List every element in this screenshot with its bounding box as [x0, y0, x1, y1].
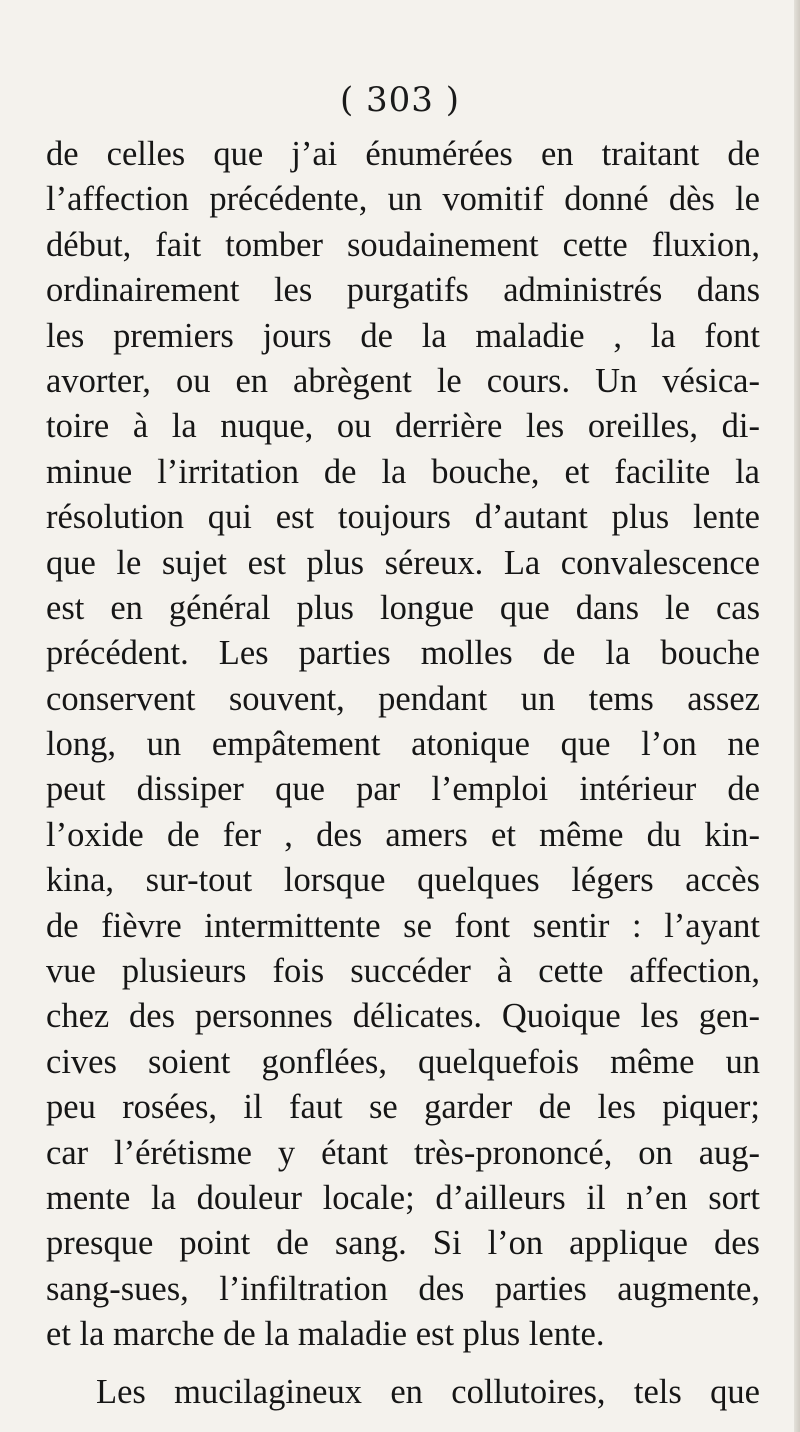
text-line: de celles que j’ai énumérées en traitant de	[46, 135, 760, 173]
paragraph	[46, 1370, 760, 1415]
text-line: l’oxide de fer , des amers et même du kin-	[46, 815, 760, 854]
text-line: les premiers jours de la maladie , la font	[46, 316, 760, 355]
text-line: car l’érétisme y étant très-prononcé, on aug-	[46, 1133, 760, 1172]
page-text-block	[46, 132, 760, 1415]
text-line: Les mucilagineux en collutoires, tels que	[96, 1372, 760, 1411]
page-number: ( 303 )	[339, 80, 461, 120]
text-line: chez des personnes délicates. Quoique les gen-	[46, 997, 760, 1036]
text-line: que le sujet est plus séreux. La convalescence	[46, 543, 760, 582]
text-line: avorter, ou en abrègent le cours. Un vésica-	[46, 361, 760, 400]
text-line: conservent souvent, pendant un tems assez	[46, 679, 760, 718]
text-line: vue plusieurs fois succéder à cette affection,	[46, 952, 760, 991]
text-line: cives soient gonflées, quelquefois même un	[46, 1042, 760, 1081]
text-line: est en général plus longue que dans le cas	[46, 588, 760, 627]
text-line: résolution qui est toujours d’autant plus lente	[46, 498, 760, 537]
paragraph-gap	[46, 1358, 760, 1370]
text-line: sang-sues, l’infiltration des parties augmente,	[46, 1269, 760, 1308]
page-edge-shadow	[794, 0, 800, 1432]
text-line: ordinairement les purgatifs administrés dans	[46, 271, 760, 310]
text-line: peut dissiper que par l’emploi intérieur de	[46, 770, 760, 809]
text-line: toire à la nuque, ou derrière les oreilles, di-	[46, 407, 760, 446]
text-line: minue l’irritation de la bouche, et facilite la	[46, 452, 760, 491]
text-line: kina, sur-tout lorsque quelques légers accès	[46, 861, 760, 900]
text-line: début, fait tomber soudainement cette fluxion,	[46, 225, 760, 264]
text-line: mente la douleur locale; d’ailleurs il n’en sort	[46, 1178, 760, 1217]
text-line: et la marche de la maladie est plus lente.	[46, 1315, 605, 1354]
text-line: précédent. Les parties molles de la bouche	[46, 634, 760, 673]
text-line: presque point de sang. Si l’on applique des	[46, 1224, 760, 1263]
text-line: peu rosées, il faut se garder de les piquer;	[46, 1088, 760, 1127]
text-line: long, un empâtement atonique que l’on ne	[46, 725, 760, 764]
text-line: de fièvre intermittente se font sentir : l’ayant	[46, 906, 760, 945]
paragraph	[46, 132, 760, 1358]
text-line: l’affection précédente, un vomitif donné dès le	[46, 180, 760, 219]
